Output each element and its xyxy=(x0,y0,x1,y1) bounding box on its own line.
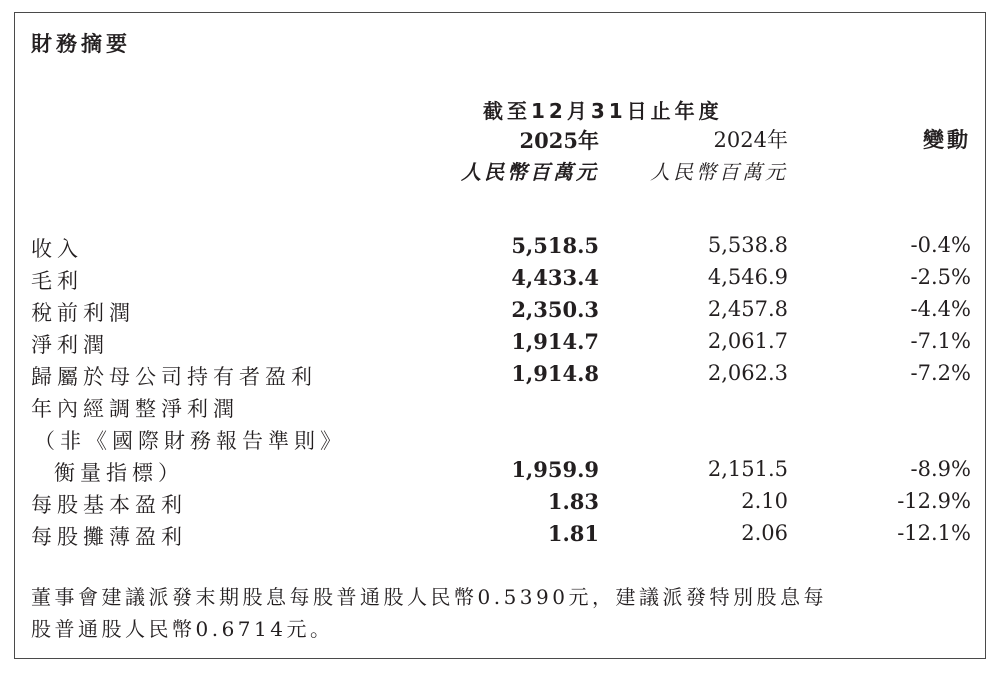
row-label: 年內經調整淨利潤 xyxy=(31,397,239,421)
change-value: -4.4% xyxy=(910,297,971,321)
value-2024: 2.06 xyxy=(741,521,788,545)
change-value: -12.1% xyxy=(897,521,971,545)
table-row xyxy=(0,521,1000,553)
value-2024: 2.10 xyxy=(741,489,788,513)
table-row xyxy=(0,329,1000,361)
dividend-note-line-1: 董事會建議派發末期股息每股普通股人民幣0.5390元，建議派發特別股息每 xyxy=(31,585,827,609)
table-row-label-line xyxy=(0,425,1000,457)
row-label: 收入 xyxy=(31,237,83,261)
dividend-note-line-2: 股普通股人民幣0.6714元。 xyxy=(31,617,334,641)
table-row xyxy=(0,489,1000,521)
change-value: -7.1% xyxy=(910,329,971,353)
column-header-2024: 2024年 xyxy=(713,128,788,152)
value-2025: 1,914.7 xyxy=(511,329,599,354)
row-label: 每股攤薄盈利 xyxy=(31,525,187,549)
row-label: 歸屬於母公司持有者盈利 xyxy=(31,365,317,389)
row-label: （非《國際財務報告準則》 xyxy=(34,429,346,453)
value-2025: 1,959.9 xyxy=(511,457,599,482)
table-row xyxy=(0,297,1000,329)
value-2025: 5,518.5 xyxy=(511,233,599,258)
change-value: -0.4% xyxy=(910,233,971,257)
value-2024: 2,151.5 xyxy=(707,457,788,481)
value-2024: 2,062.3 xyxy=(707,361,788,385)
table-row xyxy=(0,233,1000,265)
period-header: 截至12月31日止年度 xyxy=(483,99,723,123)
table-row-label-line xyxy=(0,393,1000,425)
value-2025: 1.83 xyxy=(547,489,599,514)
table-row xyxy=(0,265,1000,297)
unit-label-2025: 人民幣百萬元 xyxy=(461,160,599,184)
table-row xyxy=(0,361,1000,393)
value-2025: 1,914.8 xyxy=(511,361,599,386)
change-value: -7.2% xyxy=(910,361,971,385)
section-title: 財務摘要 xyxy=(31,32,131,56)
change-value: -2.5% xyxy=(910,265,971,289)
value-2025: 1.81 xyxy=(547,521,599,546)
column-header-2025: 2025年 xyxy=(519,128,599,153)
value-2024: 5,538.8 xyxy=(707,233,788,257)
table-row xyxy=(0,457,1000,489)
change-value: -8.9% xyxy=(910,457,971,481)
unit-label-2024: 人民幣百萬元 xyxy=(650,160,788,184)
row-label: 稅前利潤 xyxy=(31,301,135,325)
value-2024: 2,061.7 xyxy=(707,329,788,353)
change-value: -12.9% xyxy=(897,489,971,513)
row-label: 毛利 xyxy=(31,269,83,293)
value-2025: 4,433.4 xyxy=(511,265,599,290)
value-2024: 2,457.8 xyxy=(707,297,788,321)
row-label: 淨利潤 xyxy=(31,333,109,357)
row-label: 衡量指標） xyxy=(54,461,184,485)
value-2025: 2,350.3 xyxy=(511,297,599,322)
value-2024: 4,546.9 xyxy=(707,265,788,289)
column-header-change: 變動 xyxy=(923,128,971,152)
row-label: 每股基本盈利 xyxy=(31,493,187,517)
